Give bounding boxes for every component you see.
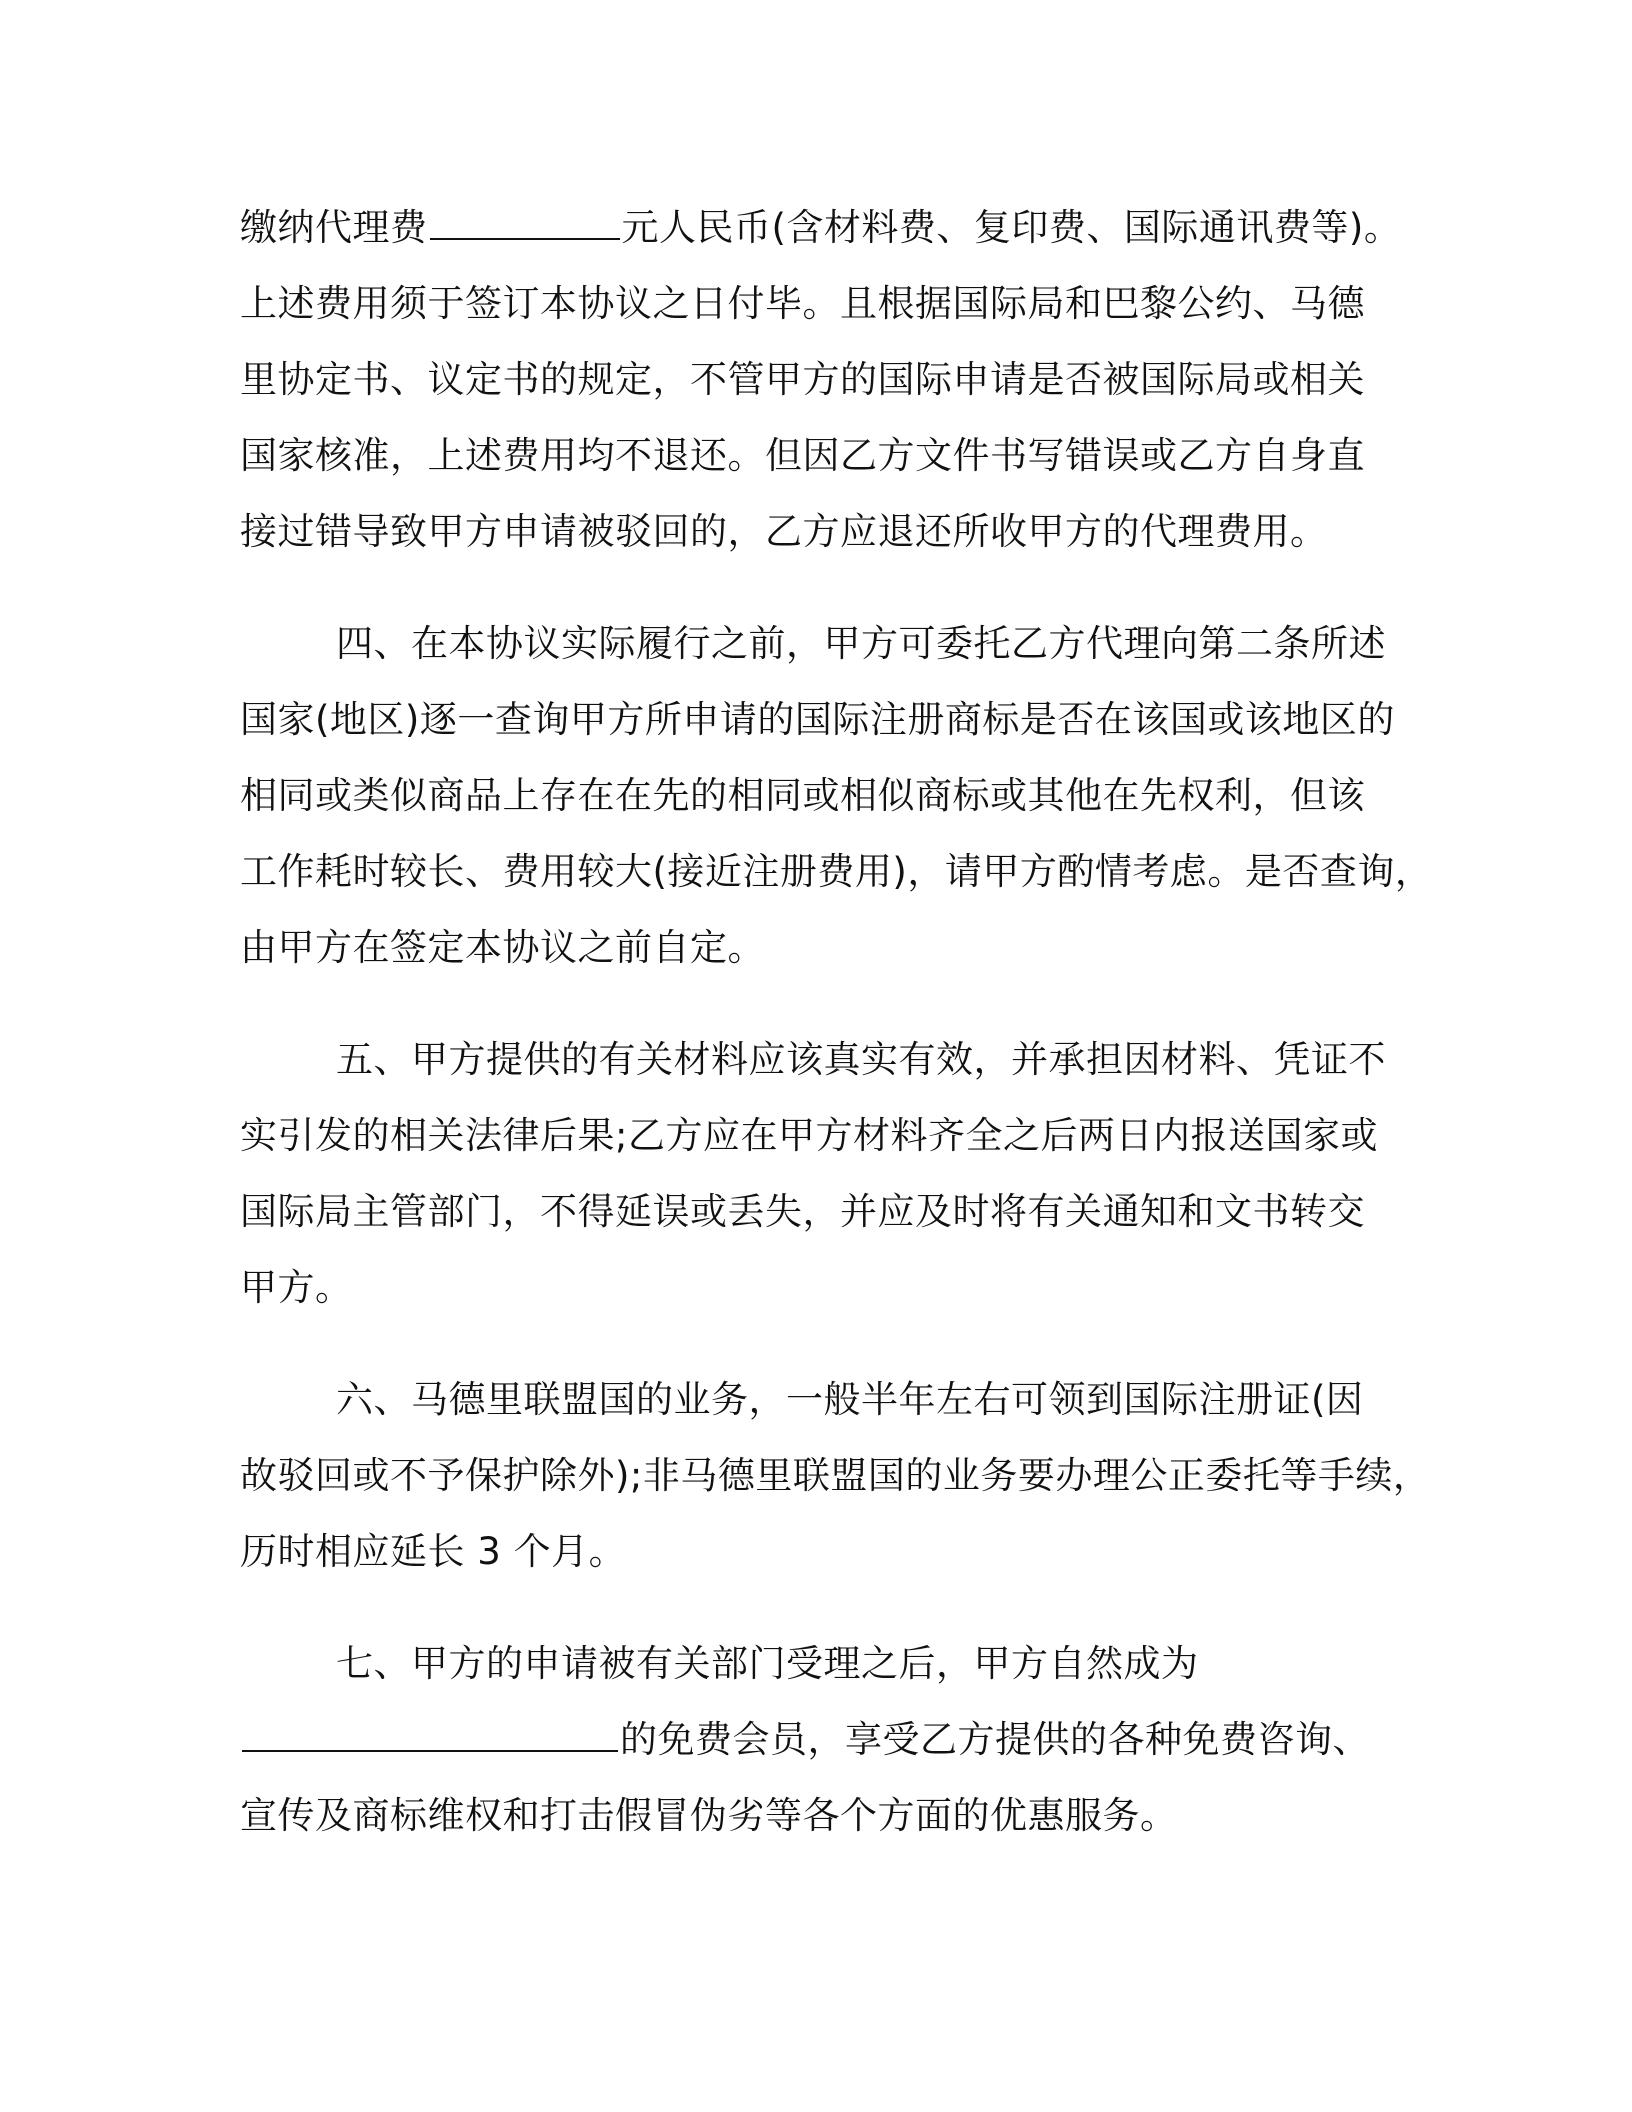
document-body (240, 190, 1433, 1890)
text-line: 五、甲方提供的有关材料应该真实有效，并承担因材料、凭证不 (336, 1038, 1386, 1081)
text-segment: 的免费会员，享受乙方提供的各种免费咨询、 (620, 1718, 1370, 1761)
text-line: 里协定书、议定书的规定，不管甲方的国际申请是否被国际局或相关 (240, 358, 1365, 401)
text-line: 四、在本协议实际履行之前，甲方可委托乙方代理向第二条所述 (336, 622, 1386, 665)
text-line: 上述费用须于签订本协议之日付毕。且根据国际局和巴黎公约、马德 (240, 282, 1365, 325)
text-line: 故驳回或不予保护除外);非马德里联盟国的业务要办理公正委托等手续， (240, 1454, 1431, 1497)
paragraph-clause-7 (240, 1626, 1420, 1854)
text-line: 宣传及商标维权和打击假冒伪劣等各个方面的优惠服务。 (240, 1794, 1178, 1837)
text-line: 接过错导致甲方申请被驳回的，乙方应退还所收甲方的代理费用。 (240, 510, 1328, 553)
text-line: 七、甲方的申请被有关部门受理之后，甲方自然成为 (336, 1642, 1199, 1685)
text-segment: 缴纳代理费 (240, 206, 428, 249)
text-line: 甲方。 (240, 1266, 353, 1309)
text-segment: 元人民币(含材料费、复印费、国际通讯费等)。 (621, 206, 1402, 249)
fill-in-blank-membership (242, 1720, 618, 1752)
text-line: 工作耗时较长、费用较大(接近注册费用)，请甲方酌情考虑。是否查询， (240, 850, 1433, 893)
text-line: 六、马德里联盟国的业务，一般半年左右可领到国际注册证(因 (336, 1378, 1364, 1421)
text-line: 国家核准，上述费用均不退还。但因乙方文件书写错误或乙方自身直 (240, 434, 1365, 477)
text-line (240, 1702, 1420, 1778)
text-line: 国际局主管部门，不得延误或丢失，并应及时将有关通知和文书转交 (240, 1190, 1365, 1233)
paragraph-fee (240, 190, 1420, 570)
paragraph-clause-4 (240, 606, 1433, 986)
paragraph-clause-5 (240, 1022, 1420, 1326)
paragraph-clause-6 (240, 1362, 1431, 1590)
text-line: 相同或类似商品上存在在先的相同或相似商标或其他在先权利，但该 (240, 774, 1365, 817)
text-line: 历时相应延长 3 个月。 (240, 1530, 627, 1573)
text-line: 实引发的相关法律后果;乙方应在甲方材料齐全之后两日内报送国家或 (240, 1114, 1378, 1157)
fill-in-blank-fee (430, 208, 620, 240)
text-line: 国家(地区)逐一查询甲方所申请的国际注册商标是否在该国或该地区的 (240, 698, 1395, 741)
text-line: 由甲方在签定本协议之前自定。 (240, 926, 765, 969)
text-line (240, 190, 1420, 266)
